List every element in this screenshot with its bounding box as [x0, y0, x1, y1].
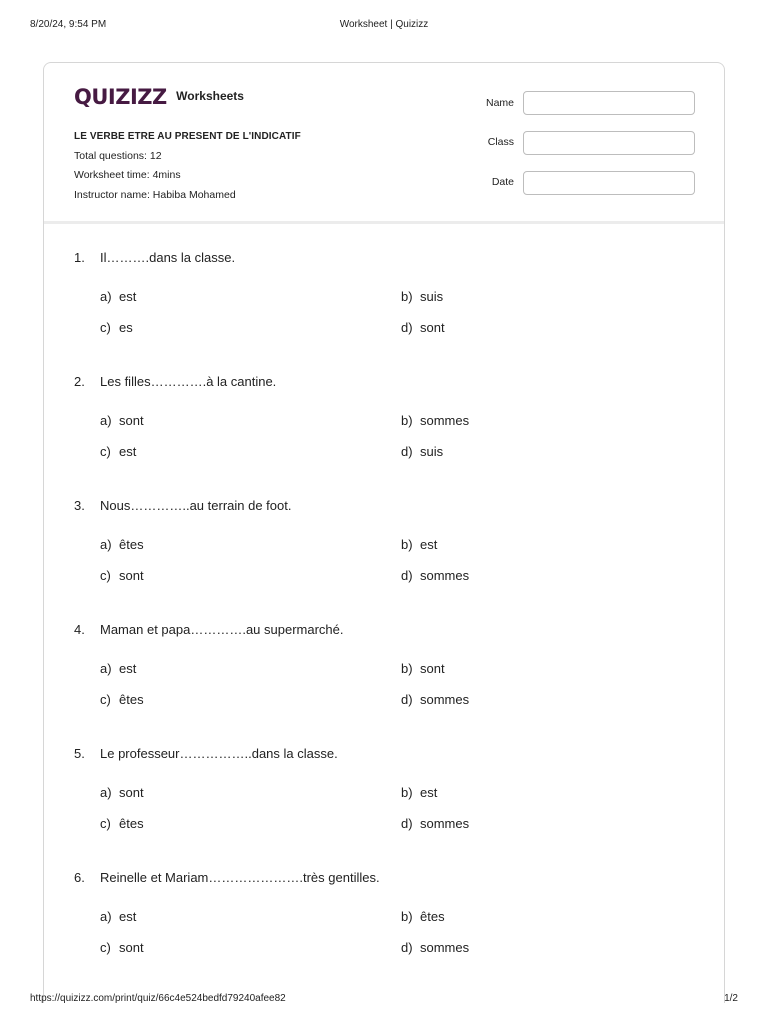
- question-item: [44, 250, 724, 374]
- option-letter: b): [401, 413, 413, 428]
- option-text: sont: [119, 940, 144, 955]
- print-footer: [30, 993, 738, 1007]
- option-text: sont: [119, 413, 144, 428]
- question-item: [44, 498, 724, 622]
- option-text: êtes: [119, 816, 144, 831]
- option-text: sommes: [420, 816, 470, 831]
- option-a[interactable]: [100, 909, 136, 924]
- option-letter: c): [100, 692, 111, 707]
- option-letter: d): [401, 940, 413, 955]
- worksheet-title: LE VERBE ETRE AU PRESENT DE L'INDICATIF: [74, 131, 301, 142]
- worksheet-time: Worksheet time: 4mins: [74, 169, 181, 181]
- option-text: est: [119, 909, 137, 924]
- question-text: Les filles………….à la cantine.: [100, 374, 277, 389]
- option-letter: a): [100, 785, 112, 800]
- option-letter: a): [100, 537, 112, 552]
- question-number: 6.: [74, 870, 85, 885]
- quizizz-logo: QUIZIZZ: [74, 85, 167, 109]
- option-b[interactable]: [401, 661, 445, 676]
- date-field[interactable]: [523, 171, 695, 195]
- worksheet-header: [44, 63, 724, 224]
- question-item: [44, 870, 724, 994]
- page-indicator: 1/2: [724, 993, 738, 1004]
- question-text: Le professeur……………..dans la classe.: [100, 746, 338, 761]
- option-letter: b): [401, 909, 413, 924]
- worksheet-meta: [74, 127, 301, 205]
- question-item: [44, 746, 724, 870]
- option-c[interactable]: [100, 444, 136, 459]
- brand: [74, 85, 244, 111]
- option-c[interactable]: [100, 568, 144, 583]
- option-a[interactable]: [100, 661, 136, 676]
- option-text: est: [420, 785, 438, 800]
- option-letter: a): [100, 413, 112, 428]
- option-letter: c): [100, 816, 111, 831]
- option-letter: d): [401, 568, 413, 583]
- option-text: es: [119, 320, 133, 335]
- option-d[interactable]: [401, 568, 469, 583]
- question-number: 3.: [74, 498, 85, 513]
- option-text: sont: [420, 661, 445, 676]
- question-text: Nous…………..au terrain de foot.: [100, 498, 292, 513]
- option-letter: a): [100, 289, 112, 304]
- option-a[interactable]: [100, 289, 136, 304]
- option-letter: b): [401, 785, 413, 800]
- option-text: est: [420, 537, 438, 552]
- question-number: 5.: [74, 746, 85, 761]
- option-text: est: [119, 661, 137, 676]
- option-c[interactable]: [100, 816, 144, 831]
- option-d[interactable]: [401, 692, 469, 707]
- option-b[interactable]: [401, 909, 445, 924]
- total-questions: Total questions: 12: [74, 149, 162, 162]
- option-letter: d): [401, 320, 413, 335]
- option-d[interactable]: [401, 320, 445, 335]
- option-letter: d): [401, 816, 413, 831]
- question-text: Il……….dans la classe.: [100, 250, 236, 265]
- option-text: êtes: [119, 537, 144, 552]
- option-letter: a): [100, 909, 112, 924]
- option-c[interactable]: [100, 692, 144, 707]
- option-letter: a): [100, 661, 112, 676]
- option-text: sommes: [420, 692, 470, 707]
- print-datetime: 8/20/24, 9:54 PM: [30, 19, 107, 30]
- option-text: sommes: [420, 568, 470, 583]
- instructor-name: Instructor name: Habiba Mohamed: [74, 188, 236, 201]
- option-letter: c): [100, 444, 111, 459]
- question-item: [44, 622, 724, 746]
- name-label: Name: [485, 97, 514, 109]
- class-label: Class: [487, 136, 514, 148]
- option-b[interactable]: [401, 413, 469, 428]
- option-letter: b): [401, 289, 413, 304]
- question-number: 2.: [74, 374, 85, 389]
- print-page-title: Worksheet | Quizizz: [339, 19, 429, 30]
- option-letter: b): [401, 537, 413, 552]
- option-text: sont: [420, 320, 445, 335]
- option-d[interactable]: [401, 940, 469, 955]
- option-text: êtes: [420, 909, 445, 924]
- option-d[interactable]: [401, 444, 443, 459]
- option-letter: c): [100, 940, 111, 955]
- option-letter: d): [401, 692, 413, 707]
- option-d[interactable]: [401, 816, 469, 831]
- question-number: 4.: [74, 622, 85, 637]
- brand-subtitle: Worksheets: [176, 89, 244, 103]
- option-b[interactable]: [401, 537, 437, 552]
- option-letter: c): [100, 568, 111, 583]
- option-b[interactable]: [401, 785, 437, 800]
- option-text: est: [119, 289, 137, 304]
- option-a[interactable]: [100, 785, 144, 800]
- option-text: sont: [119, 568, 144, 583]
- option-letter: c): [100, 320, 111, 335]
- question-text: Maman et papa………….au supermarché.: [100, 622, 344, 637]
- option-text: suis: [420, 444, 444, 459]
- option-text: suis: [420, 289, 444, 304]
- option-a[interactable]: [100, 413, 144, 428]
- question-item: [44, 374, 724, 498]
- option-text: est: [119, 444, 137, 459]
- option-text: sont: [119, 785, 144, 800]
- option-b[interactable]: [401, 289, 443, 304]
- option-a[interactable]: [100, 537, 144, 552]
- class-field[interactable]: [523, 131, 695, 155]
- question-number: 1.: [74, 250, 85, 265]
- worksheet-card: [43, 62, 725, 1003]
- option-c[interactable]: [100, 320, 133, 335]
- print-header: [30, 19, 738, 33]
- question-text: Reinelle et Mariam………………….très gentilles.: [100, 870, 380, 885]
- option-text: sommes: [420, 940, 470, 955]
- option-text: sommes: [420, 413, 470, 428]
- option-text: êtes: [119, 692, 144, 707]
- name-field[interactable]: [523, 91, 695, 115]
- option-c[interactable]: [100, 940, 144, 955]
- option-letter: b): [401, 661, 413, 676]
- option-letter: d): [401, 444, 413, 459]
- print-url: https://quizizz.com/print/quiz/66c4e524bedfd79240afee82: [30, 993, 286, 1004]
- date-label: Date: [491, 176, 514, 188]
